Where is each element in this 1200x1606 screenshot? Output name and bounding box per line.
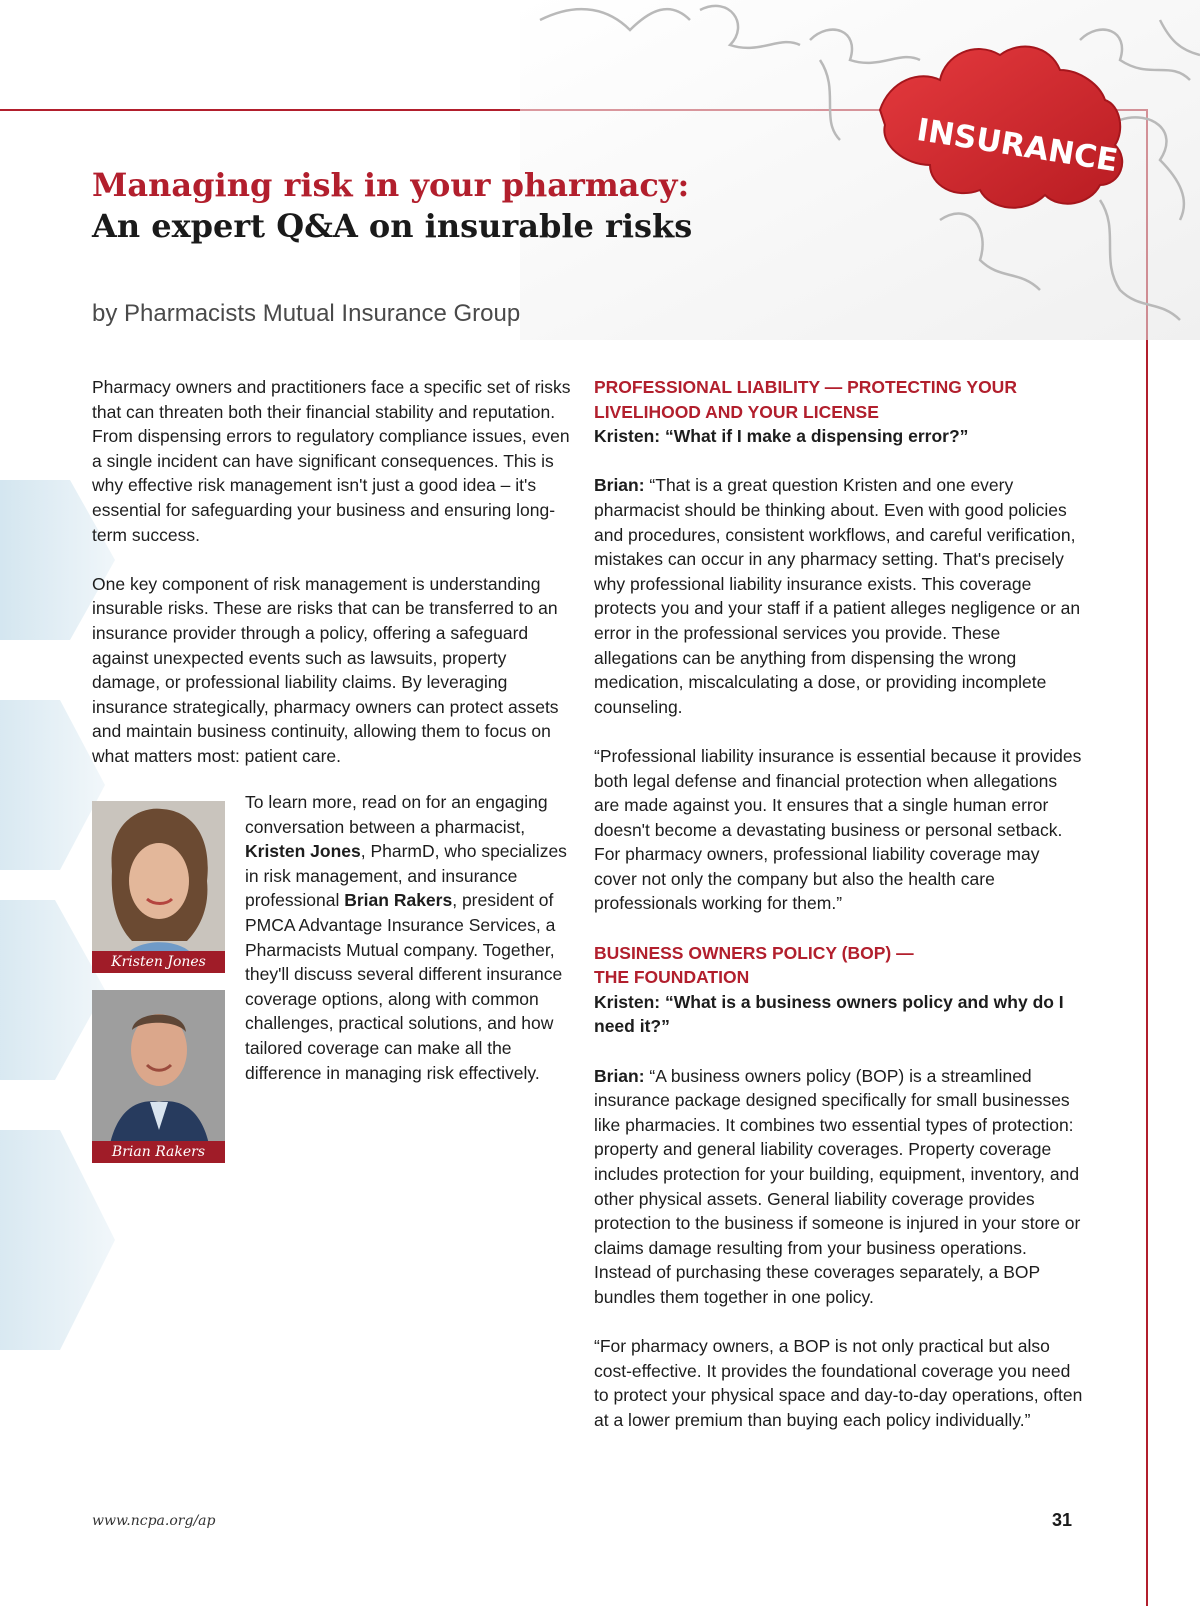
speaker-brian: Brian: [594, 1065, 645, 1086]
section2-heading-line2: THE FOUNDATION [594, 967, 750, 988]
intro-paragraph-2: One key component of risk management is understanding insurable risks. These are risks that can be transferred to an insurance provider through a policy, offering a safeguard against unexpected events such as lawsuits, property damage, or professional liability claims. By leveraging insurance strategically, pharmacy owners can protect assets and maintain business continuity, allowing them to focus on what matters most: patient care. [92, 573, 559, 766]
photo-brian-rakers [92, 990, 225, 1163]
name-brian-rakers: Brian Rakers [344, 890, 453, 911]
left-column [92, 375, 572, 793]
section-heading-professional-liability [594, 375, 1084, 424]
article-title-line1: Managing risk in your pharmacy: [92, 166, 690, 204]
answer-dispensing-error [594, 473, 1084, 719]
right-column [594, 375, 1084, 1457]
section1-heading-line1: PROFESSIONAL LIABILITY — PROTECTING YOUR [594, 377, 1017, 397]
photo-kristen-jones [92, 801, 225, 973]
photo-caption-brian: Brian Rakers [92, 1141, 225, 1163]
intro-text-1: To learn more, read on for an engaging conversation between a pharmacist, [245, 792, 548, 837]
question-bop: Kristen: “What is a business owners policy and why do I need it?” [594, 991, 1064, 1037]
answer-bop-2: “For pharmacy owners, a BOP is not only practical but also cost-effective. It provides the foundational coverage you need to protect your physical space and day-to-day operations, often at a lower premium than buying each policy individually.” [594, 1336, 1083, 1430]
conversation-intro [245, 790, 577, 1085]
section1-heading-line2: LIVELIHOOD AND YOUR LICENSE [594, 401, 879, 422]
answer-professional-liability-2: “Professional liability insurance is essential because it provides both legal defense and financial protection when allegations are made against you. It ensures that a single human error doesn't become a devastating business or personal setback. For pharmacy owners, professional liability coverage may cover not only the company but also the health care professionals working for them.” [594, 745, 1082, 914]
page-number: 31 [1052, 1510, 1073, 1530]
section-heading-bop [594, 941, 1084, 990]
question-dispensing-error: Kristen: “What if I make a dispensing error?” [594, 426, 969, 447]
intro-text-3: , president of PMCA Advantage Insurance Services, a Pharmacists Mutual company. Together, they'll discuss several different insurance coverage options, along with common challenges, practical solutions, and how tailored coverage can make all the difference in managing risk effectively. [245, 890, 563, 1083]
answer-text: “A business owners policy (BOP) is a streamlined insurance package designed specifically for small businesses like pharmacies. It combines two essential types of protection: property and general liability coverages. Property coverage includes protection for your building, equipment, inventory, and other physical assets. General liability coverage provides protection to the business if someone is injured in your store or claims damage resulting from your business operations. Instead of purchasing these coverages separately, a BOP bundles them together in one policy. [594, 1065, 1081, 1307]
section2-heading-line1: BUSINESS OWNERS POLICY (BOP) — [594, 942, 914, 963]
intro-paragraph-1: Pharmacy owners and practitioners face a specific set of risks that can threaten both their financial stability and reputation. From dispensing errors to regulatory compliance issues, even a single incident can have significant consequences. This is why effective risk management isn't just a good idea – it's essential for safeguarding your business and ensuring long-term success. [92, 377, 571, 545]
intro-text-2: , PharmD, who specializes in risk management, and insurance professional [245, 841, 567, 911]
portrait-brian-image [92, 990, 225, 1163]
article-title-line2: An expert Q&A on insurable risks [92, 207, 693, 245]
photo-caption-kristen: Kristen Jones [92, 951, 225, 973]
answer-text: “That is a great question Kristen and one every pharmacist should be thinking about. Even with good policies and procedures, consistent workflows, and careful verification, mistakes can occur in any pharmacy setting. That's precisely why professional liability insurance exists. This coverage protects you and your staff if a patient alleges negligence or an error in the professional services you provide. These allegations can be anything from dispensing the wrong medication, miscalculating a dose, or providing incomplete counseling. [594, 475, 1081, 717]
name-kristen-jones: Kristen Jones [245, 841, 361, 862]
insurance-badge-label: INSURANCE [914, 112, 1121, 180]
answer-bop [594, 1064, 1084, 1310]
speaker-brian: Brian: [594, 475, 645, 496]
byline: by Pharmacists Mutual Insurance Group [92, 300, 521, 327]
footer-url: www.ncpa.org/ap [92, 1513, 216, 1529]
portrait-kristen-image [92, 801, 225, 973]
